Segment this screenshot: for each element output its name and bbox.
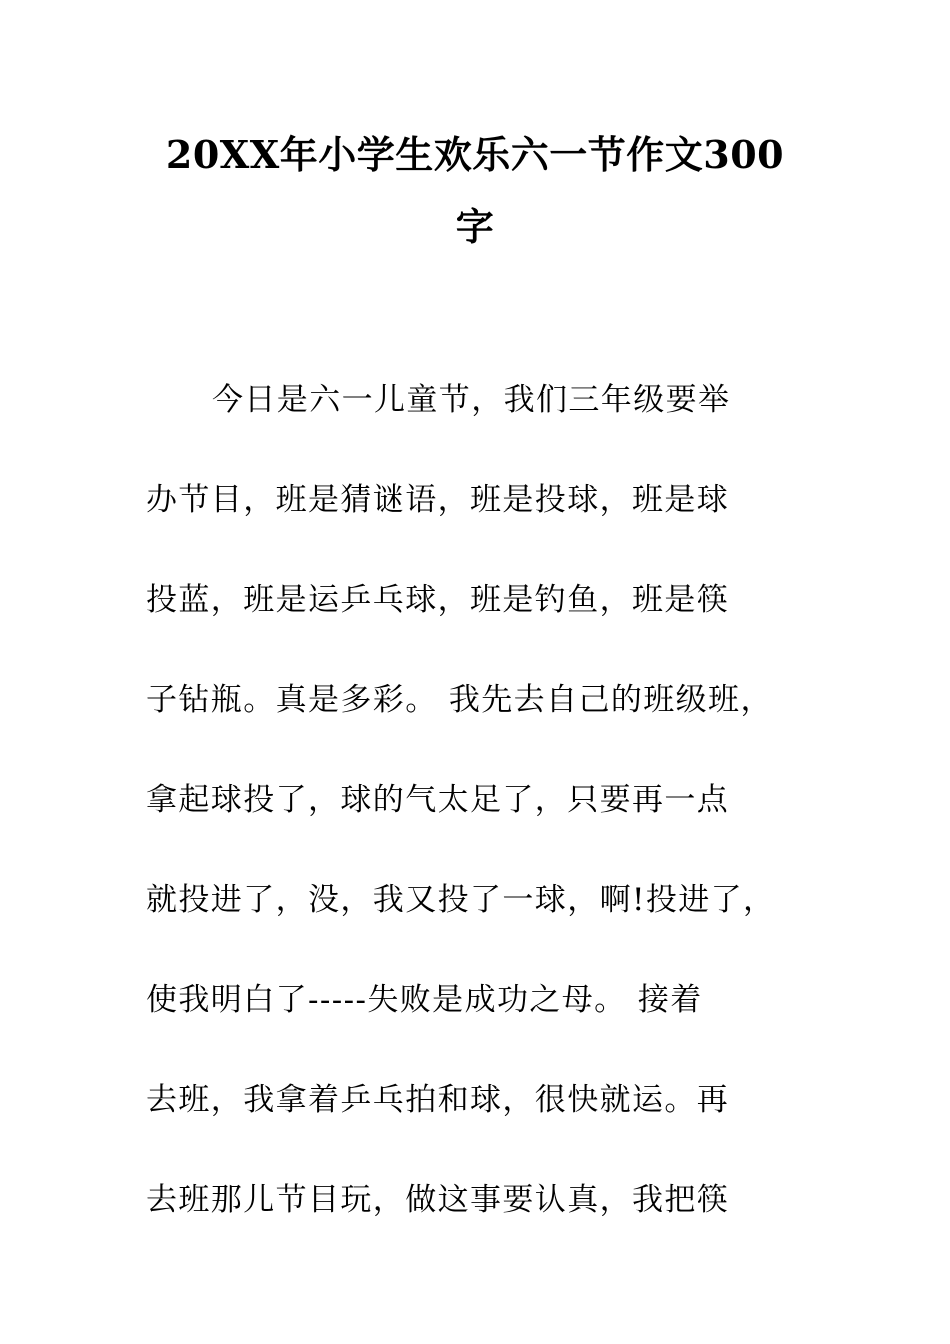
body-line-9: 去班那儿节目玩，做这事要认真，我把筷 [146, 1182, 730, 1218]
body-line-5: 拿起球投了，球的气太足了，只要再一点 [146, 782, 730, 818]
body-line-2: 办节目，班是猜谜语，班是投球，班是球 [146, 482, 730, 518]
body-line-6: 就投进了，没，我又投了一球，啊!投进了， [146, 882, 776, 918]
document-title-line-1: 20XX年小学生欢乐六一节作文300 [165, 132, 785, 177]
body-line-1: 今日是六一儿童节，我们三年级要举 [212, 382, 731, 418]
body-line-8: 去班，我拿着乒乓拍和球，很快就运。再 [146, 1082, 730, 1118]
body-line-4: 子钻瓶。真是多彩。 我先去自己的班级班， [146, 682, 773, 718]
body-line-3: 投蓝，班是运乒乓球，班是钓鱼，班是筷 [146, 582, 730, 618]
document-title-line-2: 字 [455, 204, 495, 249]
body-line-7: 使我明白了-----失败是成功之母。 接着 [146, 982, 703, 1018]
